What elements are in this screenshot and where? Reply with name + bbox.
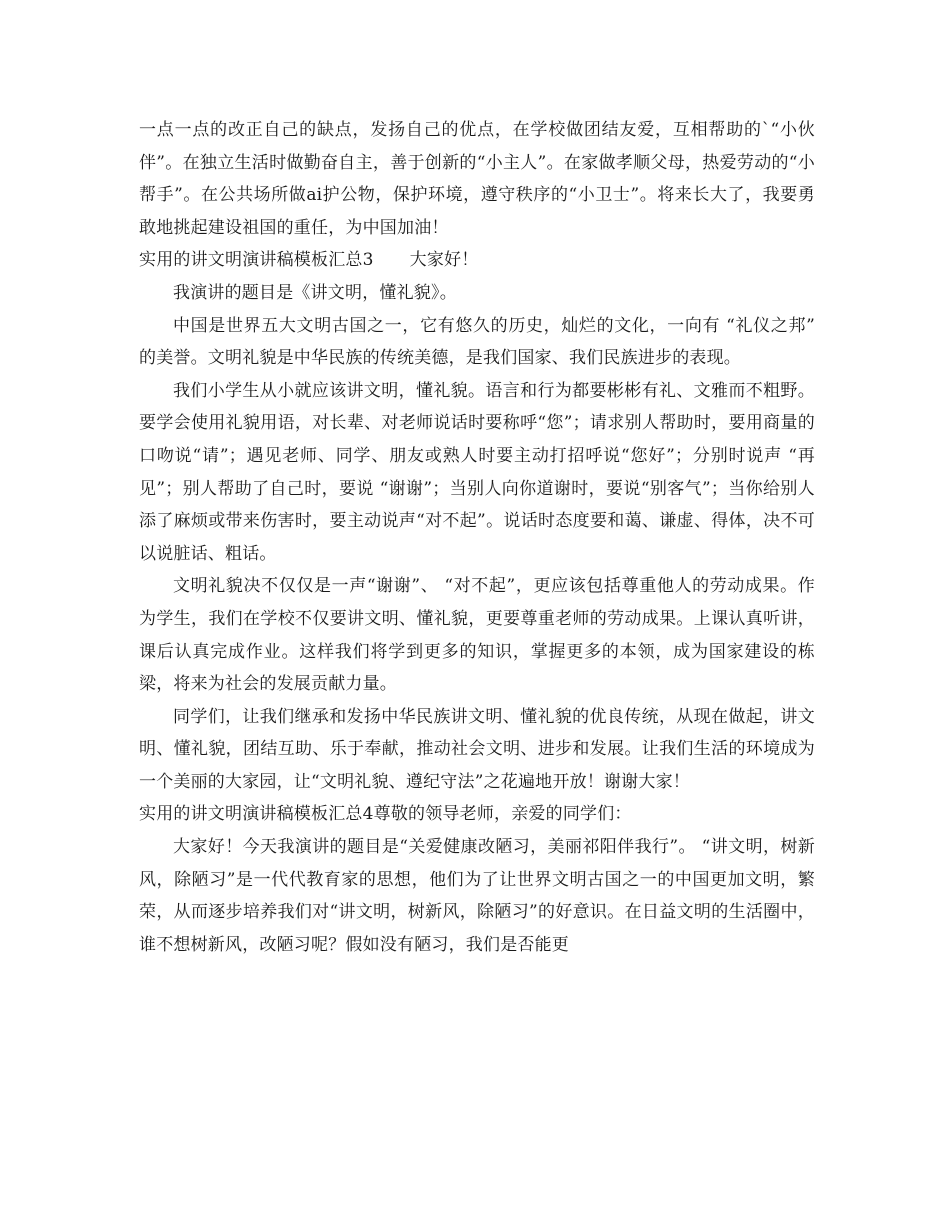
- paragraph-2: 我演讲的题目是《讲文明，懂礼貌》。: [173, 282, 457, 303]
- paragraph-4: 我们小学生从小就应该讲文明，懂礼貌。语言和行为都要彬彬有礼、文雅而不粗野。要学会使用礼貌用语，对长辈、对老师说话时要称呼“您”；请求别人帮助时，要用商量的口吻说“请”；遇见老师、同学、朋友或熟人时要主动打招呼说“您好”；分别时说声 “再见”；别人帮助了自己时，要说 “谢谢”；当别人向你道谢时，要说“别客气”；当你给别人添了麻烦或带来伤害时，要主动说声“对不起”。说话时态度要和蔼、谦虚、得体，决不可以说脏话、粗话。: [139, 380, 815, 564]
- paragraph-1: 一点一点的改正自己的缺点，发扬自己的优点，在学校做团结友爱，互相帮助的`“小伙伴”。在独立生活时做勤奋自主，善于创新的“小主人”。在家做孝顺父母，热爱劳动的“小帮手”。在公共场所做ai护公物，保护环境，遵守秩序的“小卫士”。将来长大了，我要勇敢地挑起建设祖国的重任，为中国加油！: [139, 120, 815, 238]
- section-heading-3: [139, 244, 815, 277]
- section-heading-4: 实用的讲文明演讲稿模板汇总4尊敬的领导老师，亲爱的同学们：: [139, 804, 632, 825]
- section-heading-3-title: 实用的讲文明演讲稿模板汇总3: [139, 250, 374, 271]
- paragraph-6: 同学们，让我们继承和发扬中华民族讲文明、懂礼貌的优良传统，从现在做起，讲文明、懂礼貌，团结互助、乐于奉献，推动社会文明、进步和发展。让我们生活的环境成为一个美丽的大家园，让“文明礼貌、遵纪守法”之花遍地开放！谢谢大家！: [139, 706, 815, 792]
- paragraph-3: 中国是世界五大文明古国之一，它有悠久的历史，灿烂的文化，一向有 “礼仪之邦” 的美誉。文明礼貌是中华民族的传统美德，是我们国家、我们民族进步的表现。: [139, 315, 815, 369]
- section-heading-3-greeting: 大家好！: [409, 250, 479, 271]
- paragraph-7: 大家好！今天我演讲的题目是“关爱健康改陋习，美丽祁阳伴我行”。 “讲文明，树新风，除陋习”是一代代教育家的思想，他们为了让世界文明古国之一的中国更加文明，繁荣，从而逐步培养我们对“讲文明，树新风，除陋习”的好意识。在日益文明的生活圈中，谁不想树新风，改陋习呢？假如没有陋习，我们是否能更: [139, 837, 815, 955]
- paragraph-5: 文明礼貌决不仅仅是一声“谢谢”、 “对不起”，更应该包括尊重他人的劳动成果。作为学生，我们在学校不仅要讲文明、懂礼貌，更要尊重老师的劳动成果。上课认真听讲，课后认真完成作业。这样我们将学到更多的知识，掌握更多的本领，成为国家建设的栋梁，将来为社会的发展贡献力量。: [139, 576, 815, 695]
- document-body: [139, 114, 815, 961]
